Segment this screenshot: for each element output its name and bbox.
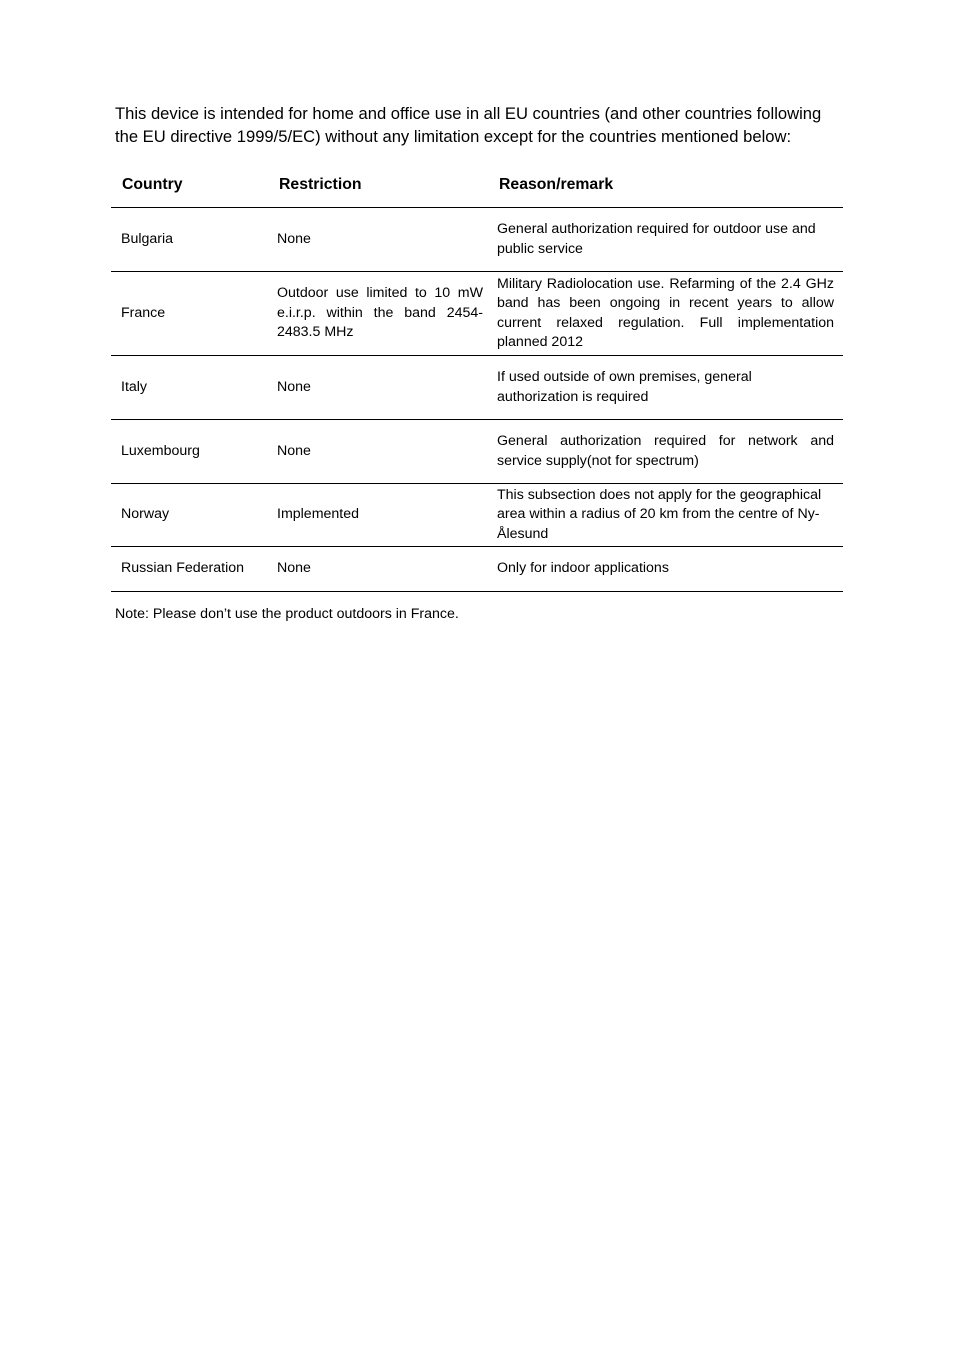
cell-restriction: None	[270, 356, 493, 420]
cell-restriction: None	[270, 420, 493, 484]
table-row	[111, 420, 843, 484]
cell-reason: General authorization required for network and service supply(not for spectrum)	[493, 420, 843, 484]
cell-restriction: Implemented	[270, 484, 493, 547]
cell-reason: Only for indoor applications	[493, 547, 843, 592]
table-row	[111, 272, 843, 356]
table-row	[111, 547, 843, 592]
cell-country: France	[111, 272, 270, 356]
cell-country: Bulgaria	[111, 208, 270, 272]
table-row	[111, 356, 843, 420]
header-restriction: Restriction	[270, 162, 493, 208]
cell-country: Italy	[111, 356, 270, 420]
cell-reason: This subsection does not apply for the geographical area within a radius of 20 km from the centre of Ny-Ålesund	[493, 484, 843, 547]
cell-restriction: Outdoor use limited to 10 mW e.i.r.p. within the band 2454-2483.5 MHz	[270, 272, 493, 356]
cell-reason: Military Radiolocation use. Refarming of the 2.4 GHz band has been ongoing in recent years to allow current relaxed regulation. Full implementation planned 2012	[493, 272, 843, 356]
cell-restriction: None	[270, 547, 493, 592]
cell-restriction: None	[270, 208, 493, 272]
cell-reason: If used outside of own premises, general authorization is required	[493, 356, 843, 420]
cell-country: Luxembourg	[111, 420, 270, 484]
table-header-row	[111, 162, 843, 208]
header-reason-remark: Reason/remark	[493, 162, 843, 208]
header-country: Country	[111, 162, 270, 208]
cell-country: Russian Federation	[111, 547, 270, 592]
footnote: Note: Please don’t use the product outdoors in France.	[115, 606, 459, 622]
cell-country: Norway	[111, 484, 270, 547]
intro-paragraph: This device is intended for home and office use in all EU countries (and other countries following the EU directive 1999/5/EC) without any limitation except for the countries mentioned below:	[115, 104, 822, 146]
table-row	[111, 484, 843, 547]
table-row	[111, 208, 843, 272]
country-restriction-table	[111, 162, 843, 592]
cell-reason: General authorization required for outdoor use and public service	[493, 208, 843, 272]
